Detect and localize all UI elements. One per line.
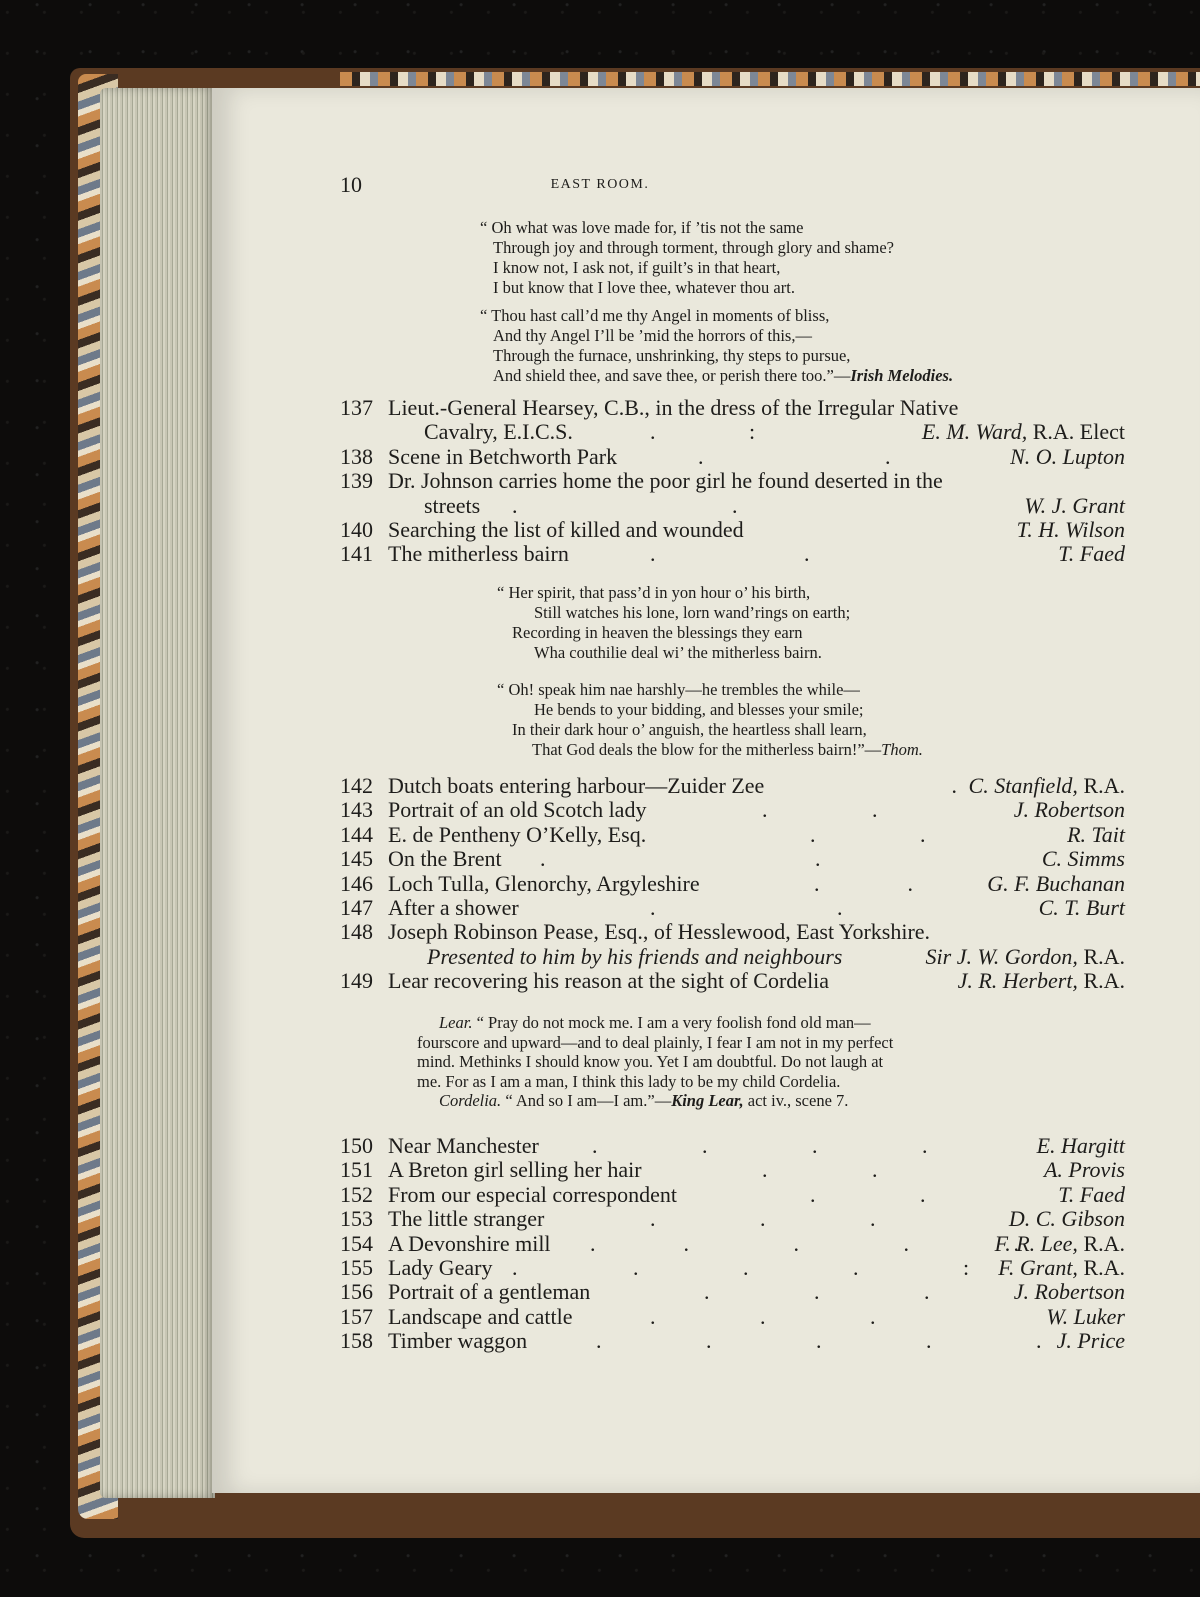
entry-number: 152 bbox=[340, 1181, 373, 1207]
entry-number: 138 bbox=[340, 443, 373, 469]
leader-dots: . . bbox=[762, 1157, 878, 1183]
artist-name: F. R. Lee, bbox=[994, 1230, 1078, 1256]
entry-title: On the Brent bbox=[388, 846, 502, 872]
entry-number: 140 bbox=[340, 516, 373, 542]
verse-line: Through joy and through torment, through glory and shame? bbox=[493, 238, 894, 257]
entry-title: Joseph Robinson Pease, Esq., of Hesslewood, East Yorkshire. bbox=[388, 919, 931, 945]
leader-dots: . . bbox=[540, 846, 821, 872]
artist-name: E. M. Ward, bbox=[921, 419, 1028, 445]
catalogue-entries-142-149 bbox=[340, 774, 1125, 994]
entry-title: Near Manchester bbox=[388, 1133, 539, 1158]
entry-number: 153 bbox=[340, 1206, 373, 1232]
verse-source: Irish Melodies. bbox=[850, 366, 954, 385]
entry-row bbox=[340, 872, 1125, 896]
entry-artist bbox=[958, 969, 1125, 993]
entry-row bbox=[340, 1134, 1125, 1158]
leader-dots: . . bbox=[698, 443, 891, 469]
verse-source: Thom. bbox=[881, 740, 923, 759]
entry-title-continued: Presented to him by his friends and neighbours bbox=[427, 943, 843, 969]
verse-line: “ Her spirit, that pass’d in yon hour o’ his birth, bbox=[497, 583, 811, 602]
entry-row bbox=[340, 1183, 1125, 1207]
leader-dots: . . bbox=[650, 894, 843, 920]
entry-number: 137 bbox=[340, 395, 373, 420]
page-edges bbox=[100, 88, 215, 1498]
running-title: EAST ROOM. bbox=[550, 177, 650, 192]
entry-title: Portrait of an old Scotch lady bbox=[388, 797, 647, 823]
leader-dots: . . bbox=[814, 870, 913, 896]
entry-title: Searching the list of killed and wounded bbox=[388, 516, 744, 542]
entry-artist: J. Robertson bbox=[1013, 797, 1125, 823]
verse-line-text: That God deals the blow for the mitherless bairn!”— bbox=[532, 740, 882, 759]
verse-line: “ Oh! speak him nae harshly—he trembles the while— bbox=[497, 680, 860, 699]
entry-title: Scene in Betchworth Park bbox=[388, 443, 618, 469]
artist-suffix: R.A. bbox=[1077, 1230, 1125, 1256]
artist-name: Sir J. W. Gordon, bbox=[925, 943, 1078, 969]
entry-title: Landscape and cattle bbox=[388, 1303, 573, 1329]
entry-number: 146 bbox=[340, 870, 373, 896]
entry-row bbox=[340, 1158, 1125, 1182]
entry-number: 155 bbox=[340, 1254, 373, 1280]
entry-row-continued bbox=[340, 494, 1125, 518]
leader-dots: . . . bbox=[650, 1303, 876, 1329]
quote-line bbox=[417, 1091, 1049, 1111]
verse-line: Through the furnace, unshrinking, thy steps to pursue, bbox=[493, 346, 851, 365]
entry-artist bbox=[998, 1256, 1125, 1280]
entry-artist: J. Price bbox=[1056, 1328, 1125, 1354]
quote-line: fourscore and upward—and to deal plainly, I fear I am not in my perfect bbox=[417, 1032, 894, 1052]
entry-row bbox=[340, 1280, 1125, 1304]
artist-name: J. R. Herbert, bbox=[957, 968, 1078, 994]
entry-row bbox=[340, 774, 1125, 798]
entry-artist: . C. Stanfield, R.A. bbox=[952, 773, 1125, 798]
entry-artist: D. C. Gibson bbox=[1008, 1206, 1125, 1232]
verse-line bbox=[497, 740, 923, 760]
entry-row bbox=[340, 847, 1125, 871]
entry-artist: R. Tait bbox=[1067, 821, 1125, 847]
page-number: 10 bbox=[340, 172, 362, 197]
entry-number: 147 bbox=[340, 894, 373, 920]
entry-artist: T. H. Wilson bbox=[1016, 516, 1125, 542]
entry-number: 143 bbox=[340, 797, 373, 823]
entry-artist: C. T. Burt bbox=[1038, 894, 1125, 920]
speaker-name: Lear. bbox=[439, 1013, 473, 1032]
entry-row bbox=[340, 896, 1125, 920]
quote-text: “ And so I am—I am.”— bbox=[501, 1091, 672, 1110]
entry-title: Portrait of a gentleman bbox=[388, 1279, 591, 1305]
entry-row bbox=[340, 1305, 1125, 1329]
verse-stanza-3 bbox=[497, 583, 850, 663]
verse-stanza-4 bbox=[497, 680, 923, 760]
entry-title: E. de Pentheny O’Kelly, Esq. bbox=[388, 821, 647, 847]
entry-number: 149 bbox=[340, 968, 373, 994]
entry-title: After a shower bbox=[388, 894, 519, 920]
verse-line-text: And shield thee, and save thee, or perish there too.”— bbox=[493, 366, 851, 385]
entry-artist: W. J. Grant bbox=[1024, 492, 1125, 518]
leader-dots: . . bbox=[762, 797, 878, 823]
entry-number: 148 bbox=[340, 919, 373, 945]
verse-stanza-1 bbox=[480, 218, 894, 298]
entry-row bbox=[340, 1232, 1125, 1256]
verse-line: And thy Angel I’ll be ’mid the horrors of this,— bbox=[493, 326, 812, 345]
quote-line: me. For as I am a man, I think this lady to be my child Cordelia. bbox=[417, 1071, 841, 1091]
verse-line bbox=[480, 366, 953, 386]
lear-quotation bbox=[417, 1013, 1049, 1111]
leader-dots: . . bbox=[650, 541, 810, 567]
entry-artist: C. Simms bbox=[1041, 846, 1125, 872]
entry-row bbox=[340, 1256, 1125, 1280]
entry-number: 145 bbox=[340, 846, 373, 872]
entry-row bbox=[340, 1207, 1125, 1231]
quote-line bbox=[417, 1013, 1049, 1033]
quote-source: King Lear, bbox=[671, 1091, 744, 1110]
verse-line: “ Oh what was love made for, if ’tis not the same bbox=[480, 218, 804, 237]
entry-title: Lear recovering his reason at the sight of Cordelia bbox=[388, 968, 830, 994]
verse-stanza-2 bbox=[480, 306, 953, 386]
entry-number: 141 bbox=[340, 541, 373, 567]
speaker-name: Cordelia. bbox=[439, 1091, 502, 1110]
verse-line: Still watches his lone, lorn wand’rings on earth; bbox=[534, 603, 851, 622]
entry-title: A Breton girl selling her hair bbox=[388, 1157, 642, 1183]
verse-line: Wha couthilie deal wi’ the mitherless bairn. bbox=[534, 643, 822, 662]
marbled-top-edge bbox=[340, 72, 1200, 86]
leader-dots: . . . . . bbox=[596, 1328, 1042, 1354]
leader-dots: . . . . : bbox=[512, 1254, 970, 1280]
entry-row bbox=[340, 920, 1125, 944]
verse-line: In their dark hour o’ anguish, the heartless shall learn, bbox=[512, 720, 867, 739]
leader-dots: . . . bbox=[704, 1279, 930, 1305]
entry-artist: T. Faed bbox=[1058, 541, 1125, 567]
entry-number: 144 bbox=[340, 821, 373, 847]
entry-title-continued: streets bbox=[424, 492, 481, 518]
artist-name: F. Grant, bbox=[998, 1254, 1078, 1280]
artist-suffix: R.A. Elect bbox=[1027, 419, 1125, 445]
entry-number: 151 bbox=[340, 1157, 373, 1183]
entry-title: From our especial correspondent bbox=[388, 1181, 677, 1207]
artist-name: C. Stanfield, bbox=[968, 773, 1078, 798]
leader-dots: . . . . bbox=[592, 1133, 928, 1158]
artist-suffix: R.A. bbox=[1077, 968, 1125, 994]
verse-line: “ Thou hast call’d me thy Angel in moments of bliss, bbox=[480, 306, 830, 325]
quote-line: mind. Methinks I should know you. Yet I am doubtful. Do not laugh at bbox=[417, 1052, 884, 1071]
entry-artist: W. Luker bbox=[1046, 1303, 1125, 1329]
entry-artist: G. F. Buchanan bbox=[987, 870, 1125, 896]
entry-artist: T. Faed bbox=[1058, 1181, 1125, 1207]
leader-dots: . . bbox=[810, 1181, 926, 1207]
verse-line: I but know that I love thee, whatever thou art. bbox=[493, 278, 795, 297]
catalogue-entries-150-158 bbox=[340, 1134, 1125, 1354]
entry-number: 156 bbox=[340, 1279, 373, 1305]
entry-title: Lieut.-General Hearsey, C.B., in the dress of the Irregular Native bbox=[388, 395, 959, 420]
entry-artist: N. O. Lupton bbox=[1010, 443, 1125, 469]
entry-row bbox=[340, 823, 1125, 847]
leader-dots: . . bbox=[512, 492, 738, 518]
entry-row bbox=[340, 518, 1125, 542]
entry-artist: J. Robertson bbox=[1013, 1279, 1125, 1305]
quote-reference: act iv., scene 7. bbox=[743, 1091, 849, 1110]
entry-number: 154 bbox=[340, 1230, 373, 1256]
entry-row-continued bbox=[340, 420, 1125, 444]
entry-row bbox=[340, 798, 1125, 822]
entry-number: 158 bbox=[340, 1328, 373, 1354]
leader-dots: . . . . . bbox=[590, 1230, 1019, 1256]
entry-number: 157 bbox=[340, 1303, 373, 1329]
catalogue-entries-137-141 bbox=[340, 396, 1125, 567]
artist-suffix: R.A. bbox=[1077, 1254, 1125, 1280]
leader-dots: . . . bbox=[650, 1206, 876, 1232]
entry-artist bbox=[922, 420, 1125, 444]
entry-title: Loch Tulla, Glenorchy, Argyleshire bbox=[388, 870, 700, 896]
entry-number: 142 bbox=[340, 773, 373, 798]
leader-dots: . : bbox=[650, 419, 756, 445]
artist-suffix: R.A. bbox=[1077, 943, 1125, 969]
verse-line: I know not, I ask not, if guilt’s in that heart, bbox=[493, 258, 781, 277]
entry-row bbox=[340, 542, 1125, 566]
entry-number: 150 bbox=[340, 1133, 373, 1158]
entry-title: A Devonshire mill bbox=[388, 1230, 551, 1256]
entry-title: Dutch boats entering harbour—Zuider Zee bbox=[388, 773, 765, 798]
entry-title: The mitherless bairn bbox=[388, 541, 569, 567]
entry-title: The little stranger bbox=[388, 1206, 545, 1232]
quote-text: “ Pray do not mock me. I am a very foolish fond old man— bbox=[472, 1013, 871, 1032]
artist-suffix: R.A. bbox=[1077, 773, 1125, 798]
entry-artist bbox=[995, 1232, 1125, 1256]
entry-row bbox=[340, 445, 1125, 469]
entry-artist: A. Provis bbox=[1043, 1157, 1125, 1183]
leader-dots: . . bbox=[810, 821, 926, 847]
entry-artist bbox=[926, 945, 1125, 969]
entry-row bbox=[340, 396, 1125, 420]
verse-line: Recording in heaven the blessings they earn bbox=[512, 623, 803, 642]
entry-number: 139 bbox=[340, 468, 373, 494]
entry-title: Lady Geary bbox=[388, 1254, 493, 1280]
entry-title-continued: Cavalry, E.I.C.S. bbox=[424, 419, 573, 445]
entry-row bbox=[340, 969, 1125, 993]
entry-title: Dr. Johnson carries home the poor girl he found deserted in the bbox=[388, 468, 943, 494]
entry-row bbox=[340, 469, 1125, 493]
verse-line: He bends to your bidding, and blesses your smile; bbox=[534, 700, 864, 719]
entry-row-continued bbox=[340, 945, 1125, 969]
entry-row bbox=[340, 1329, 1125, 1353]
entry-title: Timber waggon bbox=[388, 1328, 528, 1354]
entry-artist: E. Hargitt bbox=[1036, 1133, 1125, 1158]
